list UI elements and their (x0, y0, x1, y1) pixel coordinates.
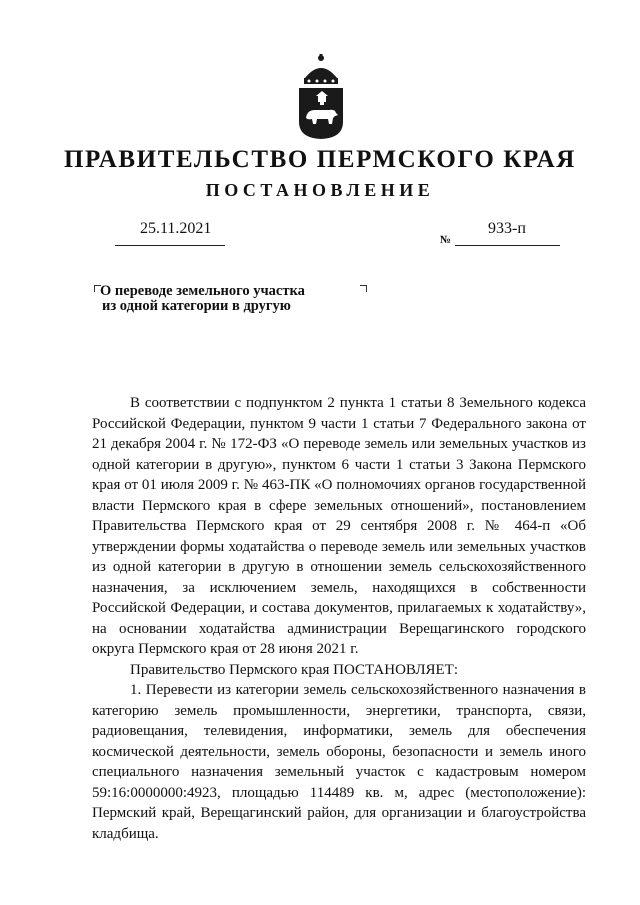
number-underline (455, 245, 560, 246)
date-underline (115, 245, 225, 246)
subject-line-1: О переводе земельного участка (100, 283, 305, 299)
subject-line-2: из одной категории в другую (102, 298, 291, 314)
government-title: ПРАВИТЕЛЬСТВО ПЕРМСКОГО КРАЯ (64, 146, 576, 173)
preamble-paragraph: В соответствии с подпунктом 2 пункта 1 статьи 8 Земельного кодекса Российской Федерации, пунктом 9 части 1 статьи 7 Федерального закона от 21 декабря 2004 г. № 172-ФЗ «О переводе земель или земельных участков из одной категории в другую», пунктом 6 части 1 статьи 3 Закона Пермского края от 01 июля 2009 г. № 463-ПК «О полномочиях органов государственной власти Пермского края в сфере земельных отношений», постановлением Правительства Пермского края от 29 сентября 2008 г. № 464-п «Об утверждении формы ходатайства о переводе земель или земельных участков из одной категории в другую в отношении земель сельскохозяйственного назначения, за исключением земель, находящихся в собственности Российской Федерации, и состава документов, прилагаемых к ходатайству», на основании ходатайства администрации Верещагинского городского округа Пермского края от 28 июня 2021 г. (92, 395, 586, 657)
document-body (92, 393, 586, 844)
resolution-paragraph: Правительство Пермского края ПОСТАНОВЛЯЕТ: (130, 661, 459, 678)
number-sign: № (440, 234, 452, 246)
document-type: ПОСТАНОВЛЕНИЕ (205, 180, 435, 200)
document-subject (100, 284, 360, 314)
document-date: 25.11.2021 (140, 220, 212, 237)
document-number: 933-п (488, 220, 526, 237)
clause-1-paragraph: 1. Перевести из категории земель сельскохозяйственного назначения в категорию земель промышленности, энергетики, транспорта, связи, радиовещания, телевидения, информатики, земель для обеспечения космической деятельности, земель обороны, безопасности и земель иного специального назначения земельный участок с кадастровым номером 59:16:0000000:4923, площадью 114489 кв. м, адрес (местоположение): Пермский край, Верещагинский район, для организации и благоустройства кладбища. (92, 682, 586, 842)
perm-krai-coat-of-arms-icon (295, 52, 347, 140)
subject-corner-right (360, 285, 367, 292)
